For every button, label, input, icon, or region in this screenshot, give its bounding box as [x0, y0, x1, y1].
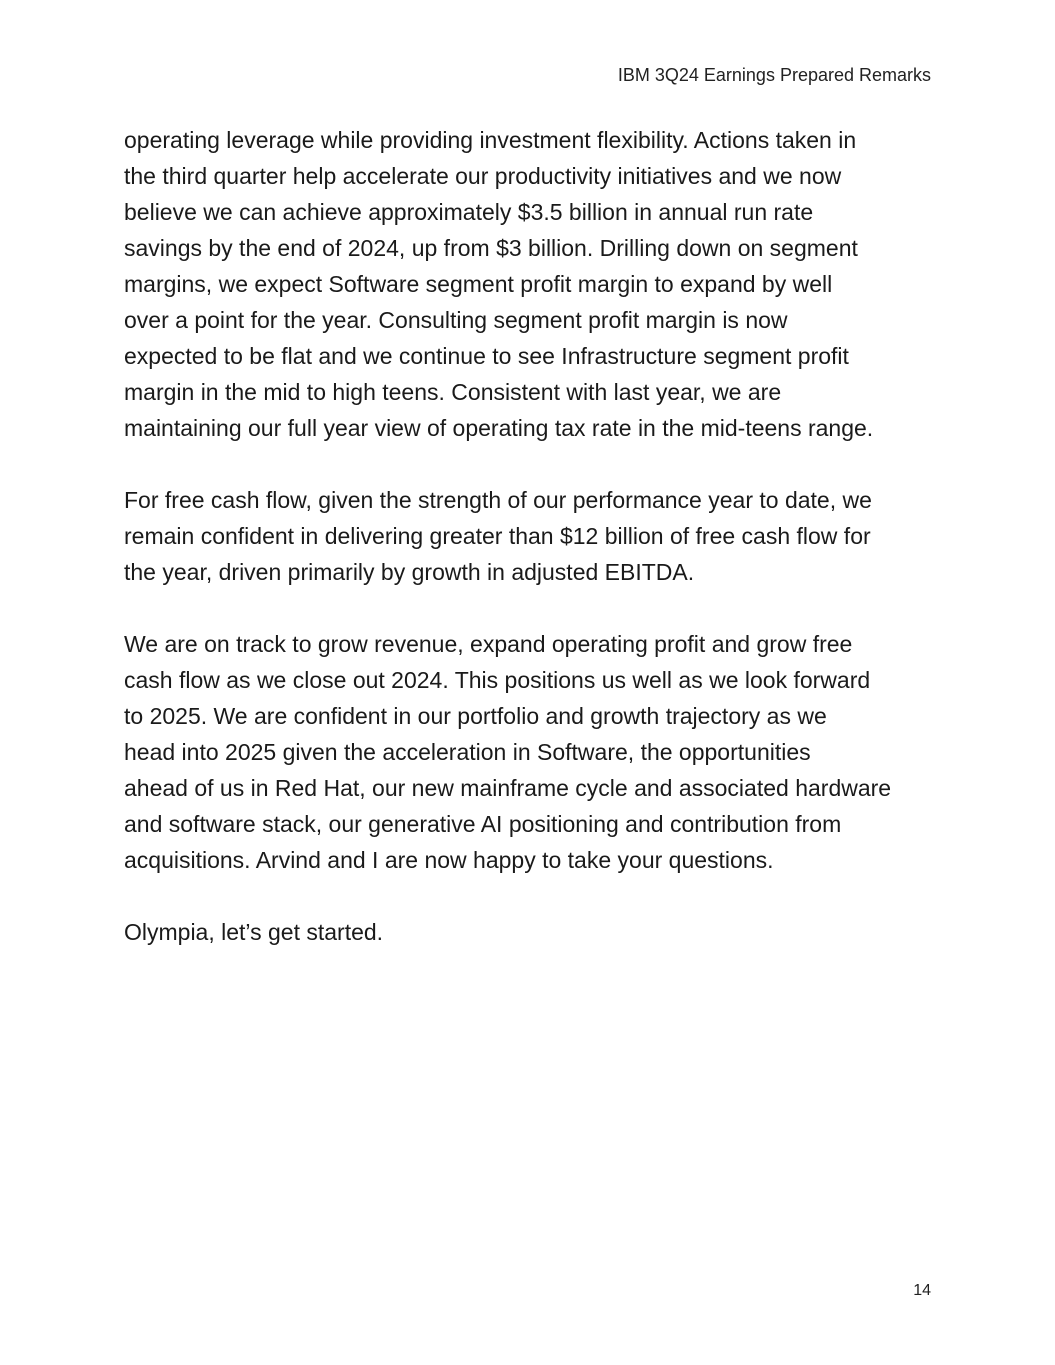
text-line: remain confident in delivering greater than $12 billion of free cash flow for — [124, 523, 871, 549]
text-line: cash flow as we close out 2024. This positions us well as we look forward — [124, 667, 871, 693]
text-line: and software stack, our generative AI positioning and contribution from — [124, 811, 842, 837]
text-line: over a point for the year. Consulting segment profit margin is now — [124, 307, 788, 333]
paragraph-free-cash-flow — [124, 482, 936, 590]
text-line: acquisitions. Arvind and I are now happy to take your questions. — [124, 847, 774, 873]
text-line: expected to be flat and we continue to see Infrastructure segment profit — [124, 343, 849, 369]
text-line: For free cash flow, given the strength of our performance year to date, we — [124, 487, 872, 513]
text-line: maintaining our full year view of operating tax rate in the mid-teens range. — [124, 415, 874, 441]
text-line: margins, we expect Software segment profit margin to expand by well — [124, 271, 833, 297]
page-number: 14 — [913, 1282, 931, 1299]
paragraph-outlook — [124, 626, 936, 878]
document-header: IBM 3Q24 Earnings Prepared Remarks — [617, 65, 931, 85]
text-line: savings by the end of 2024, up from $3 billion. Drilling down on segment — [124, 235, 858, 261]
paragraph-closing — [124, 914, 936, 950]
paragraph-guidance — [124, 122, 936, 446]
text-line: the year, driven primarily by growth in adjusted EBITDA. — [124, 559, 695, 585]
text-line: to 2025. We are confident in our portfolio and growth trajectory as we — [124, 703, 827, 729]
document-body — [124, 122, 936, 986]
text-line: operating leverage while providing investment flexibility. Actions taken in — [124, 127, 857, 153]
text-line: head into 2025 given the acceleration in Software, the opportunities — [124, 739, 811, 765]
text-line: We are on track to grow revenue, expand operating profit and grow free — [124, 631, 853, 657]
text-line: margin in the mid to high teens. Consistent with last year, we are — [124, 379, 782, 405]
text-line: Olympia, let’s get started. — [124, 919, 384, 945]
text-line: the third quarter help accelerate our productivity initiatives and we now — [124, 163, 842, 189]
text-line: ahead of us in Red Hat, our new mainframe cycle and associated hardware — [124, 775, 892, 801]
text-line: believe we can achieve approximately $3.5 billion in annual run rate — [124, 199, 814, 225]
